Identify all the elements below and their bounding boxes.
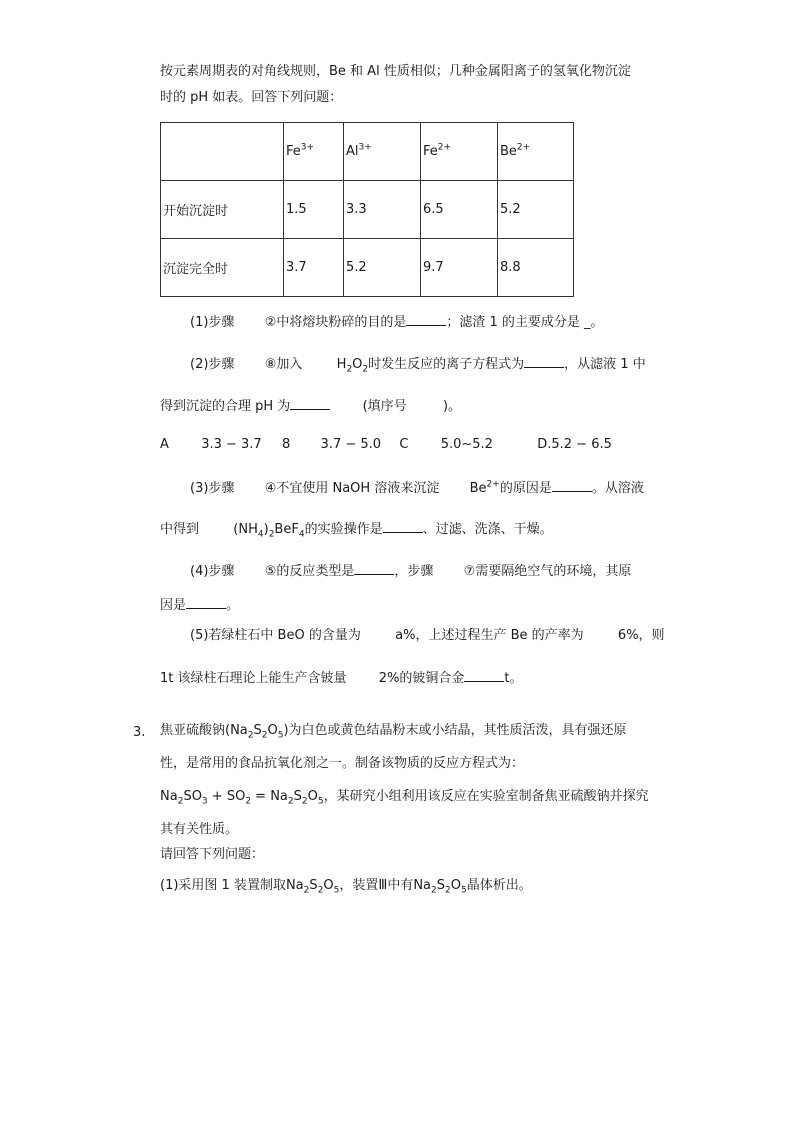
problem-3-line-6: (1)采用图 1 装置制取$Na_2S_2O_5$，装置Ⅲ中有$Na_2S_2O_5$晶体析出。 <box>160 878 532 896</box>
table-header-cell: $Fe^{3+}$ <box>284 123 344 181</box>
question-3-line-2: 中得到 $(NH_4)_2BeF_4$的实验操作是 、过滤、洗涤、干燥。 <box>160 518 553 540</box>
problem-3-line-4: 其有关性质。 <box>160 822 239 837</box>
table-cell: 8.8 <box>498 239 574 297</box>
problem-3-line-5: 请回答下列问题： <box>160 847 265 862</box>
answer-blank[interactable] <box>406 311 446 326</box>
table-row <box>161 181 574 239</box>
table-header-cell: $Al^{3+}$ <box>344 123 421 181</box>
question-3-line-1: (3)步骤 ④不宜使用 NaOH 溶液来沉淀 $Be^{2+}$的原因是 。从溶液 <box>190 477 644 499</box>
problem-3-line-1: 焦亚硫酸钠$(Na_2S_2O_5)$为白色或黄色结晶粉末或小结晶，其性质活泼，具有强还原 <box>160 723 627 741</box>
table-cell: 5.2 <box>498 181 574 239</box>
option-b-value: 3.7 − 5.0 <box>320 437 382 452</box>
answer-blank[interactable] <box>552 477 592 492</box>
option-b-label: 8 <box>281 437 291 452</box>
question-5-line-2: 1t 该绿柱石理论上能生产含铍量 2%的铍铜合金 t。 <box>160 667 523 689</box>
table-header-cell <box>161 123 284 181</box>
step-2-marker: ② <box>264 315 277 330</box>
question-4-line-1: (4)步骤 ⑤的反应类型是 ，步骤 ⑦需要隔绝空气的环境，其原 <box>190 560 631 582</box>
option-c-label: C <box>399 437 409 452</box>
table-row <box>161 239 574 297</box>
question-4-line-2: 因是 。 <box>160 594 239 616</box>
table-header-cell: $Fe^{2+}$ <box>421 123 498 181</box>
answer-blank[interactable] <box>464 667 504 682</box>
ion-be2: $Be^{2+}$ <box>469 479 500 496</box>
question-2-line-1: (2)步骤 ⑧加入 $H_2O_2$时发生反应的离子方程式为 ，从滤液 1 中 <box>190 353 646 375</box>
intro-line-1: 按元素周期表的对角线规则，Be 和 Al 性质相似；几种金属阳离子的氢氧化物沉淀 <box>160 64 631 79</box>
option-d: D.5.2 − 6.5 <box>537 437 612 452</box>
option-a-label: A <box>160 437 169 452</box>
answer-blank[interactable] <box>186 594 226 609</box>
table-cell: 9.7 <box>421 239 498 297</box>
answer-blank[interactable] <box>290 395 330 410</box>
answer-blank[interactable] <box>383 518 423 533</box>
step-5-marker: ⑤ <box>264 564 277 579</box>
chem-h2o2: $H_2O_2$ <box>336 357 369 375</box>
chem-nh4-2-bef4: $(NH_4)_2BeF_4$ <box>233 522 305 540</box>
question-5-line-1: (5)若绿柱石中 BeO 的含量为 a%，上述过程生产 Be 的产率为 6%，则 <box>190 628 665 643</box>
question-2-line-2: 得到沉淀的合理 pH 为 (填序号 )。 <box>160 395 461 417</box>
question-1: (1)步骤 ②中将熔块粉碎的目的是 ；滤渣 1 的主要成分是 _。 <box>190 311 604 333</box>
question-2-options <box>160 435 612 455</box>
step-4-marker: ④ <box>264 481 277 496</box>
table-header-row <box>161 123 574 181</box>
intro-line-2: 时的 pH 如表。回答下列问题： <box>160 90 343 105</box>
option-c-value: 5.0~5.2 <box>440 437 493 452</box>
ph-table <box>160 122 574 297</box>
problem-3-line-2: 性，是常用的食品抗氧化剂之一。制备该物质的反应方程式为： <box>160 756 525 771</box>
table-row-label: 开始沉淀时 <box>161 181 284 239</box>
table-cell: 6.5 <box>421 181 498 239</box>
table-cell: 3.7 <box>284 239 344 297</box>
table-cell: 5.2 <box>344 239 421 297</box>
option-a-value: 3.3 − 3.7 <box>201 437 262 452</box>
answer-blank[interactable] <box>354 560 394 575</box>
table-cell: 3.3 <box>344 181 421 239</box>
table-row-label: 沉淀完全时 <box>161 239 284 297</box>
answer-blank[interactable] <box>524 353 564 368</box>
table-header-cell: $Be^{2+}$ <box>498 123 574 181</box>
table-cell: 1.5 <box>284 181 344 239</box>
step-7-marker: ⑦ <box>463 564 476 579</box>
step-8-marker: ⑧ <box>264 357 277 372</box>
problem-3-number: 3. <box>133 725 146 740</box>
problem-3-equation: $Na_2SO_3 + SO_2 = Na_2S_2O_5$，某研究小组利用该反应在实验室制备焦亚硫酸钠并探究 <box>160 789 649 807</box>
